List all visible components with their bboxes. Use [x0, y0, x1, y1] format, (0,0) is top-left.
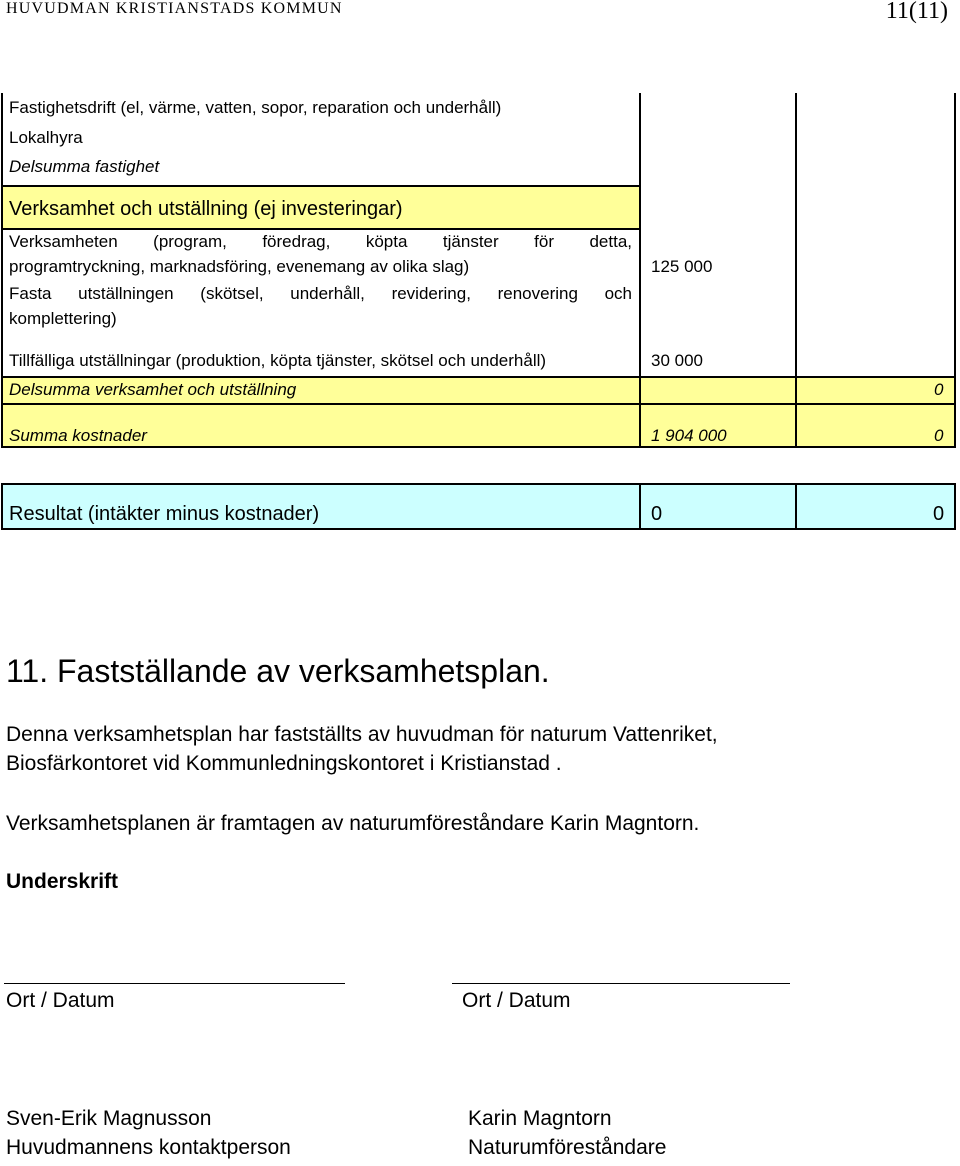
row-verksamheten-line1: Verksamheten (program, föredrag, köpta tjänster för detta,: [9, 232, 632, 251]
table-hline-verksamhet-top: [1, 185, 641, 187]
resultat-vline-col1: [639, 483, 641, 530]
table-hline-delsumma-top: [1, 376, 956, 378]
table-vline-col2: [795, 93, 797, 447]
row-tillfalliga: Tillfälliga utställningar (produktion, köpta tjänster, skötsel och underhåll): [9, 351, 547, 370]
resultat-vline-col2: [795, 483, 797, 530]
paragraph-1-line-2: Biosfärkontoret vid Kommunledningskontoret i Kristianstad .: [6, 752, 562, 775]
row-summa-kostnader: Summa kostnader: [9, 426, 147, 445]
table-hline-summa-top: [1, 403, 956, 405]
row-tillfalliga-value: 30 000: [651, 351, 703, 370]
signature-left-label: Ort / Datum: [6, 989, 115, 1012]
signature-right-role: Naturumföreståndare: [468, 1136, 667, 1159]
row-lokalhyra: Lokalhyra: [9, 128, 83, 147]
signature-line-right: [452, 983, 790, 984]
resultat-hline-bottom: [1, 528, 956, 530]
header-organization: HUVUDMAN KRISTIANSTADS KOMMUN: [6, 0, 343, 17]
row-summa-kostnader-value1: 1 904 000: [651, 426, 727, 445]
page-number: 11(11): [885, 0, 948, 24]
row-delsumma-verksamhet: Delsumma verksamhet och utställning: [9, 380, 297, 399]
table-vline-col1: [639, 93, 641, 447]
row-fasta-line2: komplettering): [9, 309, 117, 328]
resultat-label: Resultat (intäkter minus kostnader): [9, 503, 320, 525]
table-hline-verksamhet-bottom: [1, 228, 641, 230]
resultat-value2: 0: [933, 503, 945, 525]
signature-right-label: Ort / Datum: [462, 989, 571, 1012]
signature-left-role: Huvudmannens kontaktperson: [6, 1136, 291, 1159]
paragraph-1-line-1: Denna verksamhetsplan har fastställts av huvudman för naturum Vattenriket,: [6, 723, 718, 746]
signature-line-left: [4, 983, 345, 984]
row-delsumma-fastighet: Delsumma fastighet: [9, 157, 160, 176]
table-vline-right: [954, 93, 956, 447]
row-fastighetsdrift: Fastighetsdrift (el, värme, vatten, sopor, reparation och underhåll): [9, 98, 502, 117]
signature-right-name: Karin Magntorn: [468, 1107, 612, 1130]
section-heading: 11. Fastställande av verksamhetsplan.: [6, 653, 550, 689]
resultat-hline-top: [1, 483, 956, 485]
resultat-vline-left: [1, 483, 3, 530]
row-fasta-line1: Fasta utställningen (skötsel, underhåll, revidering, renovering och: [9, 284, 632, 303]
paragraph-2: Verksamhetsplanen är framtagen av naturumföreståndare Karin Magntorn.: [6, 812, 700, 835]
row-summa-kostnader-value2: 0: [934, 426, 944, 445]
row-verksamhet-header: Verksamhet och utställning (ej investeringar): [9, 198, 403, 220]
row-delsumma-verksamhet-value: 0: [934, 380, 944, 399]
resultat-value1: 0: [651, 503, 663, 525]
row-verksamheten-value: 125 000: [651, 257, 713, 276]
resultat-vline-right: [954, 483, 956, 530]
table-hline-summa-bottom: [1, 446, 956, 448]
row-verksamheten-line2: programtryckning, marknadsföring, evenemang av olika slag): [9, 257, 470, 276]
signature-left-name: Sven-Erik Magnusson: [6, 1107, 212, 1130]
underskrift-heading: Underskrift: [6, 870, 119, 893]
table-vline-left: [1, 93, 3, 447]
